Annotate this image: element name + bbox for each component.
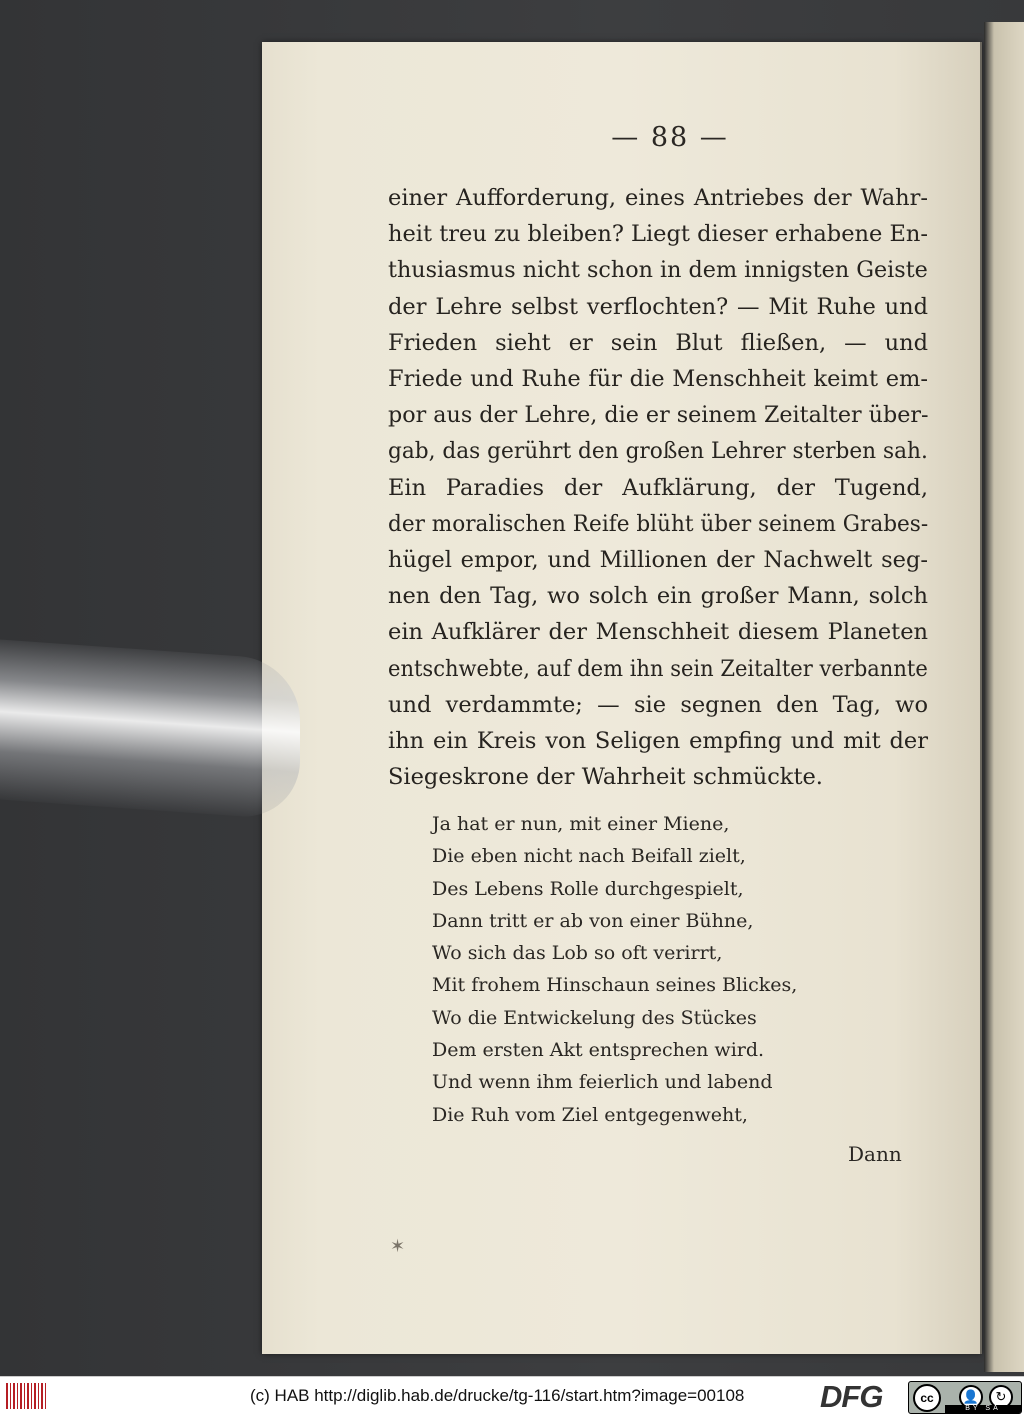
catchword: Dann <box>848 1142 902 1166</box>
ornament-icon: ✶ <box>390 1236 406 1257</box>
poem-stanza <box>432 808 852 1131</box>
cc-by-label: BY <box>965 1405 981 1412</box>
prose-line: heit treu zu bleiben? Liegt dieser erhabene En- <box>388 221 928 248</box>
prose-line: ihn ein Kreis von Seligen empfing und mit der <box>388 728 928 755</box>
poem-line: Mit frohem Hinschaun seines Blickes, <box>432 974 798 997</box>
footer-bar <box>0 1376 1024 1416</box>
next-page-edge <box>984 22 1024 1372</box>
prose-line: der moralischen Reife blüht über seinem Grabes- <box>388 510 929 537</box>
prose-line: Friede und Ruhe für die Menschheit keimt em- <box>388 366 928 393</box>
prose-line: thusiasmus nicht schon in dem innigsten Geiste <box>388 257 928 284</box>
prose-line: Siegeskrone der Wahrheit schmückte. <box>388 764 823 791</box>
cc-sa-label: SA <box>985 1405 1001 1412</box>
cc-sa-icon: ↻ <box>989 1385 1013 1409</box>
poem-line: Dann tritt er ab von einer Bühne, <box>432 909 754 932</box>
poem-line: Wo sich das Lob so oft verirrt, <box>432 942 723 965</box>
cc-by-icon: 👤 <box>959 1385 983 1409</box>
hab-logo-icon <box>6 1383 48 1409</box>
prose-line: Frieden sieht er sein Blut fließen, — und <box>388 329 928 356</box>
dfg-logo: DFG <box>820 1379 883 1414</box>
poem-line: Dem ersten Akt entsprechen wird. <box>432 1039 765 1062</box>
prose-line: Ein Paradies der Aufklärung, der Tugend, <box>388 474 928 501</box>
cc-license-badge[interactable] <box>908 1381 1022 1414</box>
cc-icon: cc <box>913 1384 941 1412</box>
prose-line: nen den Tag, wo solch ein großer Mann, solch <box>388 583 928 610</box>
prose-text <box>388 180 928 795</box>
poem-line: Die Ruh vom Ziel entgegenweht, <box>432 1103 748 1126</box>
poem-line: Die eben nicht nach Beifall zielt, <box>432 845 746 868</box>
prose-line: hügel empor, und Millionen der Nachwelt seg- <box>388 547 928 574</box>
poem-line: Des Lebens Rolle durchgespielt, <box>432 877 744 900</box>
page-holder-strip <box>0 640 300 821</box>
prose-line: gab, das gerührt den großen Lehrer sterben sah. <box>388 438 928 465</box>
poem-line: Wo die Entwickelung des Stückes <box>432 1006 757 1029</box>
poem-line: Und wenn ihm feierlich und labend <box>432 1071 773 1094</box>
credit-link[interactable]: (c) HAB http://diglib.hab.de/drucke/tg-116/start.htm?image=00108 <box>250 1386 745 1405</box>
cc-label-strip <box>945 1405 1021 1413</box>
page-number: — 88 — <box>611 122 729 153</box>
poem-line: Ja hat er nun, mit einer Miene, <box>432 813 730 835</box>
prose-line: por aus der Lehre, die er seinem Zeitalter über- <box>388 402 929 429</box>
prose-line: ein Aufklärer der Menschheit diesem Planeten <box>388 619 928 646</box>
prose-line: und verdammte; — sie segnen den Tag, wo <box>388 691 928 718</box>
prose-line: entschwebte, auf dem ihn sein Zeitalter verbannte <box>388 655 928 682</box>
prose-line: einer Aufforderung, eines Antriebes der Wahr- <box>388 185 928 211</box>
prose-line: der Lehre selbst verflochten? — Mit Ruhe und <box>388 293 928 320</box>
